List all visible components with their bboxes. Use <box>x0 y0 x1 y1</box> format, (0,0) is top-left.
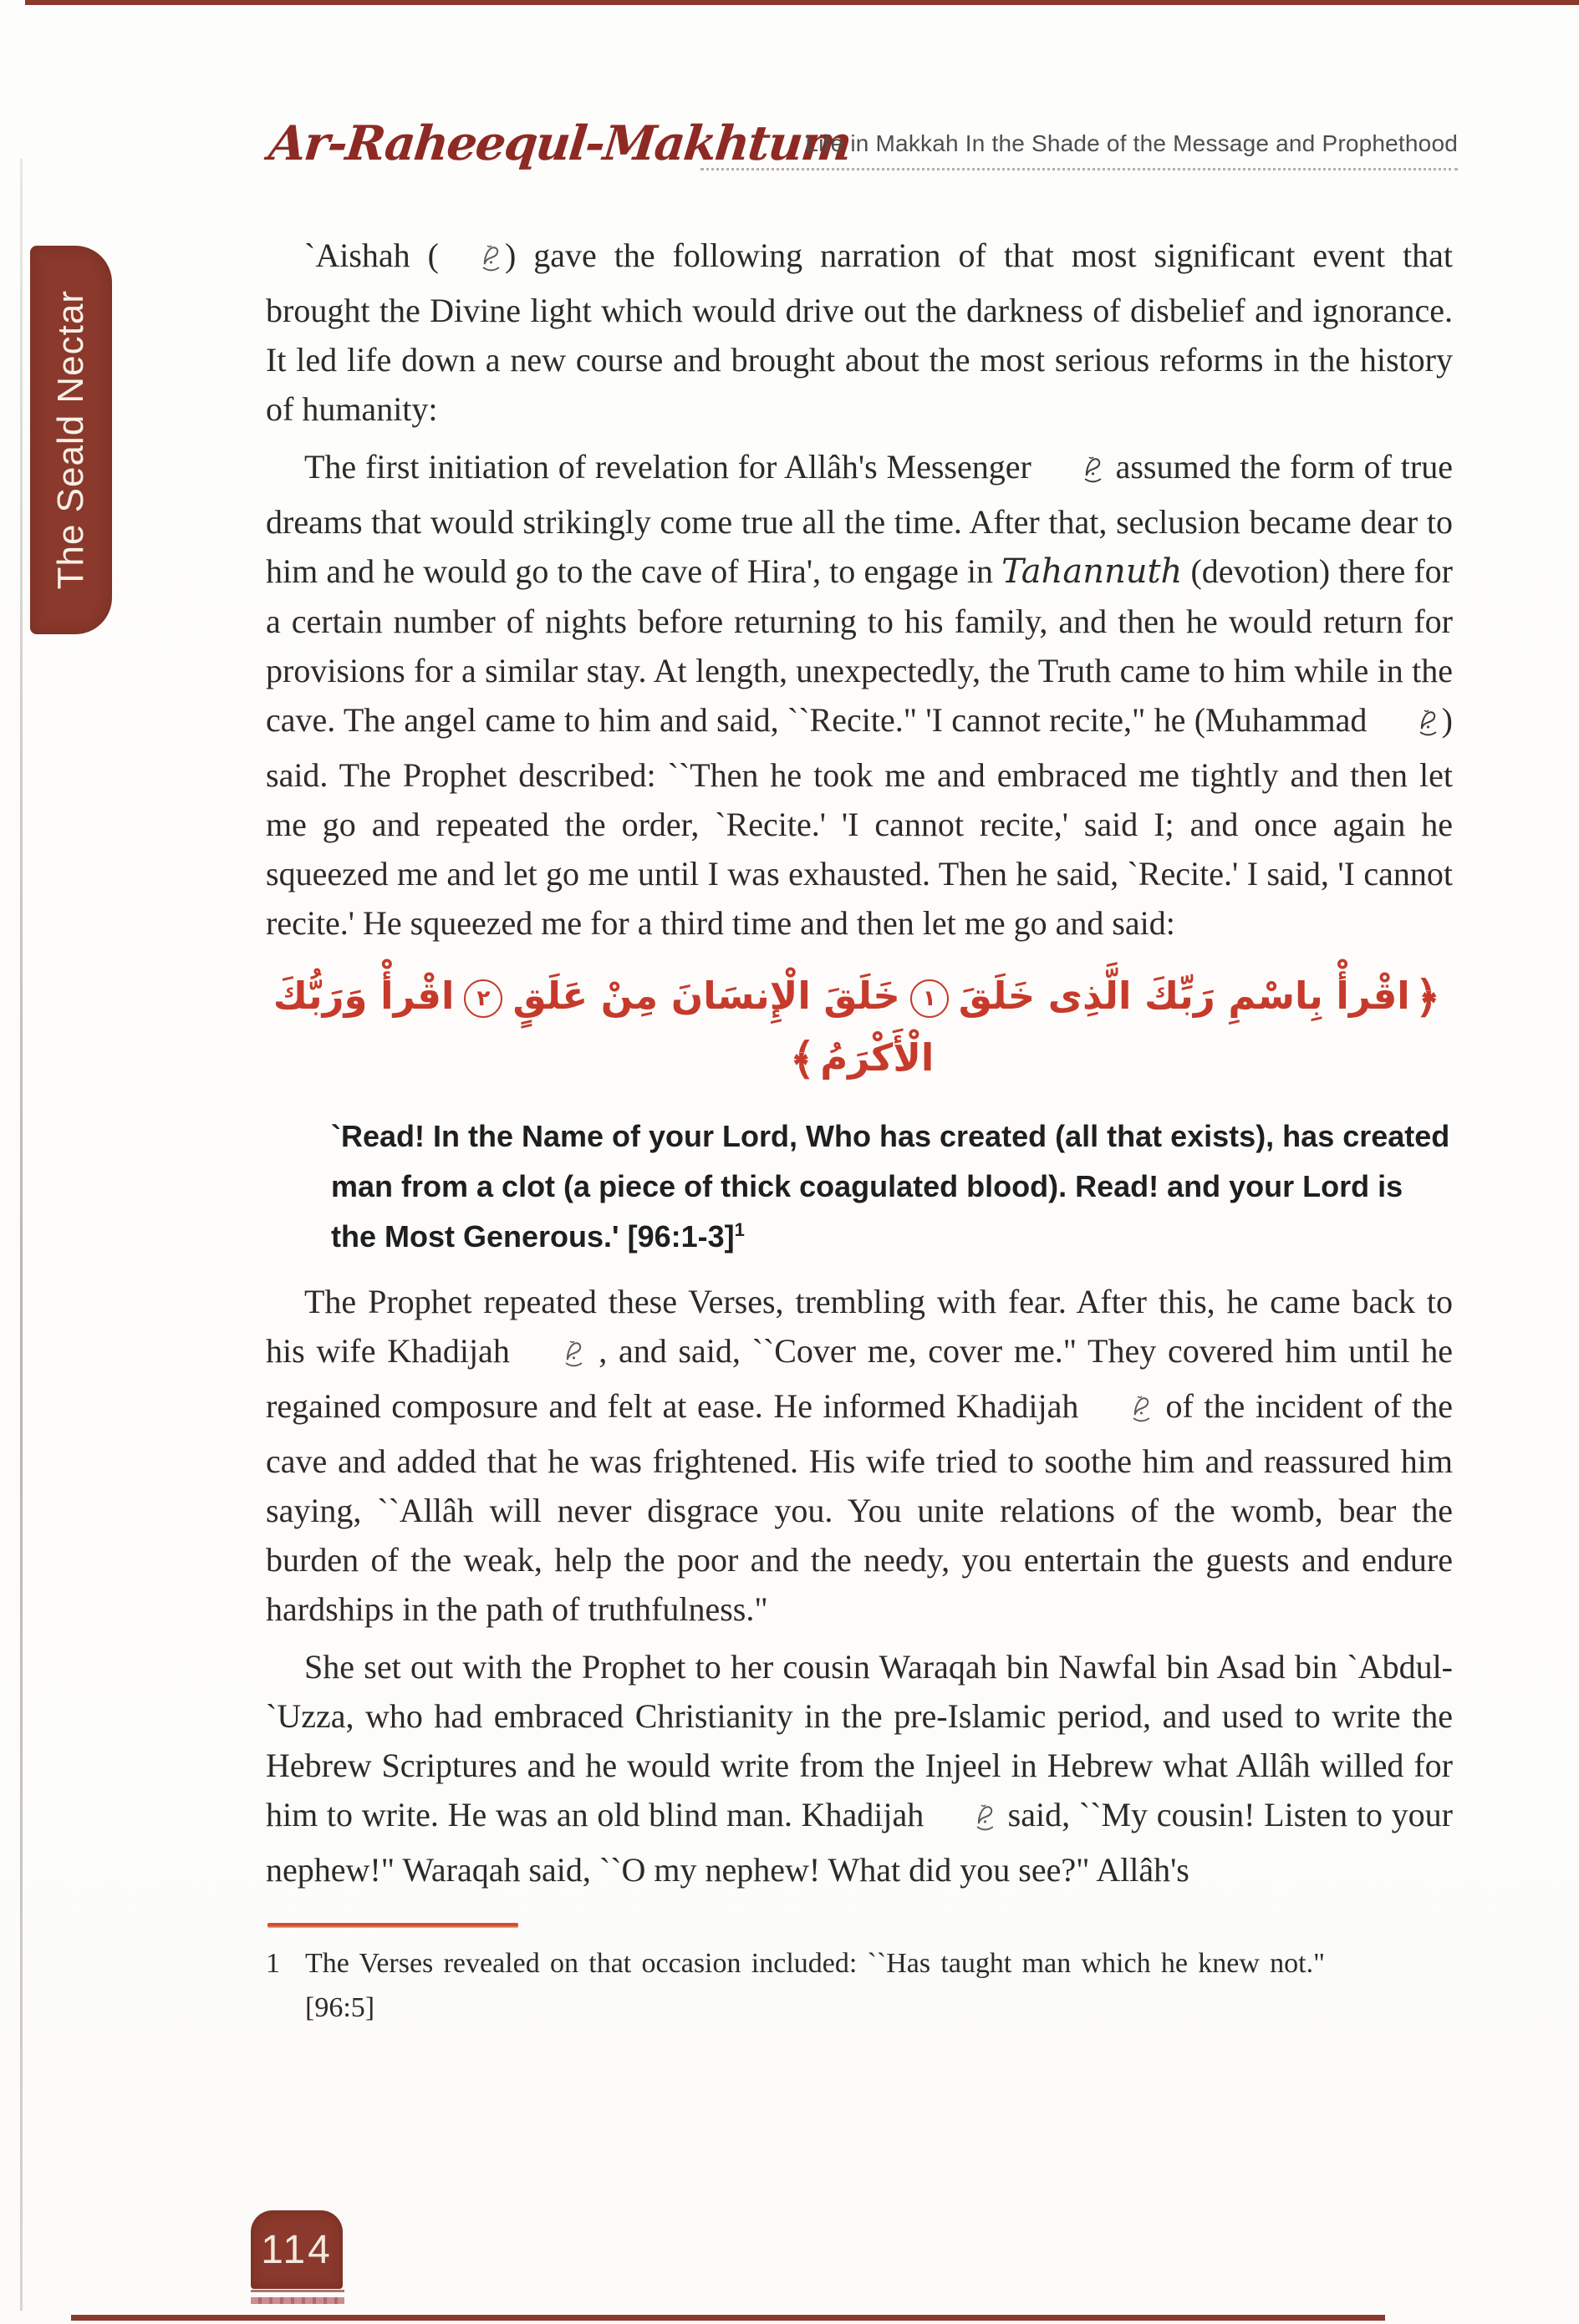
footnote-divider-rule <box>267 1923 518 1928</box>
italic-term: Tahannuth <box>1001 552 1183 591</box>
book-title-script-logo: Ar-Raheequl-Makhtum <box>266 115 853 171</box>
sidebar-tab <box>30 246 112 634</box>
verse-translation-quote <box>331 1111 1455 1262</box>
verse-text-3: اقْرأْ وَرَبُّكَ الْأَكْرَمُ <box>273 974 935 1080</box>
honorific-rda-icon <box>441 236 502 286</box>
honorific-saw-icon <box>1043 448 1104 497</box>
honorific-rda-icon <box>1092 1387 1153 1437</box>
bottom-rule-bar <box>71 2315 1385 2321</box>
footnote-reference-mark: 1 <box>734 1219 745 1240</box>
page-tab-stripe <box>251 2297 344 2304</box>
verse-ornate-bracket-open: ﴿ <box>1414 973 1441 1023</box>
verse-number-badge: ١ <box>910 979 949 1018</box>
footnote-text: The Verses revealed on that occasion included: ``Has taught man which he knew not." [96:5] <box>305 1948 1325 2023</box>
body-paragraph: The first initiation of revelation for Allâh's Messenger assumed the form of true dreams that would strikingly come true all the time. After that, seclusion became dear to him and he would go to the cave of Hira', to engage in Tahannuth (devotion) there for a certain number of nights before returning to his family, and then he would return for provisions for a similar stay. At length, unexpectedly, the Truth came to him while in the cave. The angel came to him and said, ``Recite." 'I cannot recite," he (Muhammad ) said. The Prophet described: ``Then he took me and embraced me tightly and then let me go and repeated the order, `Recite.' 'I cannot recite,' said I; and once again he squeezed me and let go me until I was exhausted. Then he said, `Recite.' I said, 'I cannot recite.' He squeezed me for a third time and then let me go and said: <box>266 448 1453 942</box>
sidebar-tab-label: The Seald Nectar <box>50 290 91 590</box>
page-number: 114 <box>261 2227 333 2272</box>
honorific-rda-icon <box>935 1796 996 1845</box>
body-paragraph: She set out with the Prophet to her cousin Waraqah bin Nawfal bin Asad bin `Abdul-`Uzza, who had embraced Christianity in the pre-Islamic period, and used to write the Hebrew Scriptures and he would write from the Injeel in Hebrew what Allâh willed for him to write. He was an old blind man. Khadijah said, ``My cousin! Listen to your nephew!" Waraqah said, ``O my nephew! What did you see?" Allâh's <box>266 1648 1453 1889</box>
page-tab-stripe-thin <box>251 2290 344 2292</box>
honorific-saw-icon <box>1378 701 1439 750</box>
footnote-number: 1 <box>266 1948 280 1979</box>
verse-text-1: اقْرأْ بِاسْمِ رَبِّكَ الَّذِى خَلَقَ <box>958 974 1410 1018</box>
verse-ornate-bracket-close: ﴾ <box>789 1035 816 1085</box>
body-paragraph: The Prophet repeated these Verses, trembling with fear. After this, he came back to his wife Khadijah , and said, ``Cover me, cover me." They covered him until he regained composure and felt at ease. He informed Khadijah of the incident of the cave and added that he was frightened. His wife tried to soothe him and reassured him saying, ``Allâh will never disgrace you. You unite relations of the womb, bear the burden of the weak, help the poor and the needy, you entertain the guests and endure hardships in the path of truthfulness." <box>266 1283 1453 1628</box>
chapter-title-dotted-underline <box>700 168 1458 170</box>
footnote <box>266 1941 1453 2030</box>
page-number-tab <box>251 2210 343 2289</box>
top-rule-bar <box>25 0 1579 5</box>
page-edge-scan-line <box>20 159 23 2311</box>
verse-text-2: خَلَقَ الْإِنسَانَ مِنْ عَلَقٍ <box>512 974 900 1018</box>
verse-number-badge: ٢ <box>464 979 502 1018</box>
body-text-column <box>266 231 1453 2030</box>
body-paragraph: `Aishah ( ) gave the following narration of that most significant event that brought the Divine light which would drive out the darkness of disbelief and ignorance. It led life down a new course and brought about the most serious reforms in the history of humanity: <box>266 236 1453 428</box>
quran-verse-arabic <box>266 966 1453 1090</box>
honorific-rda-icon <box>524 1332 585 1381</box>
chapter-title: Life in Makkah In the Shade of the Message and Prophethood <box>805 130 1458 156</box>
translation-text: `Read! In the Name of your Lord, Who has created (all that exists), has created man from a clot (a piece of thick coagulated blood). Read! and your Lord is the Most Generous.' [96:1-3] <box>331 1119 1450 1254</box>
